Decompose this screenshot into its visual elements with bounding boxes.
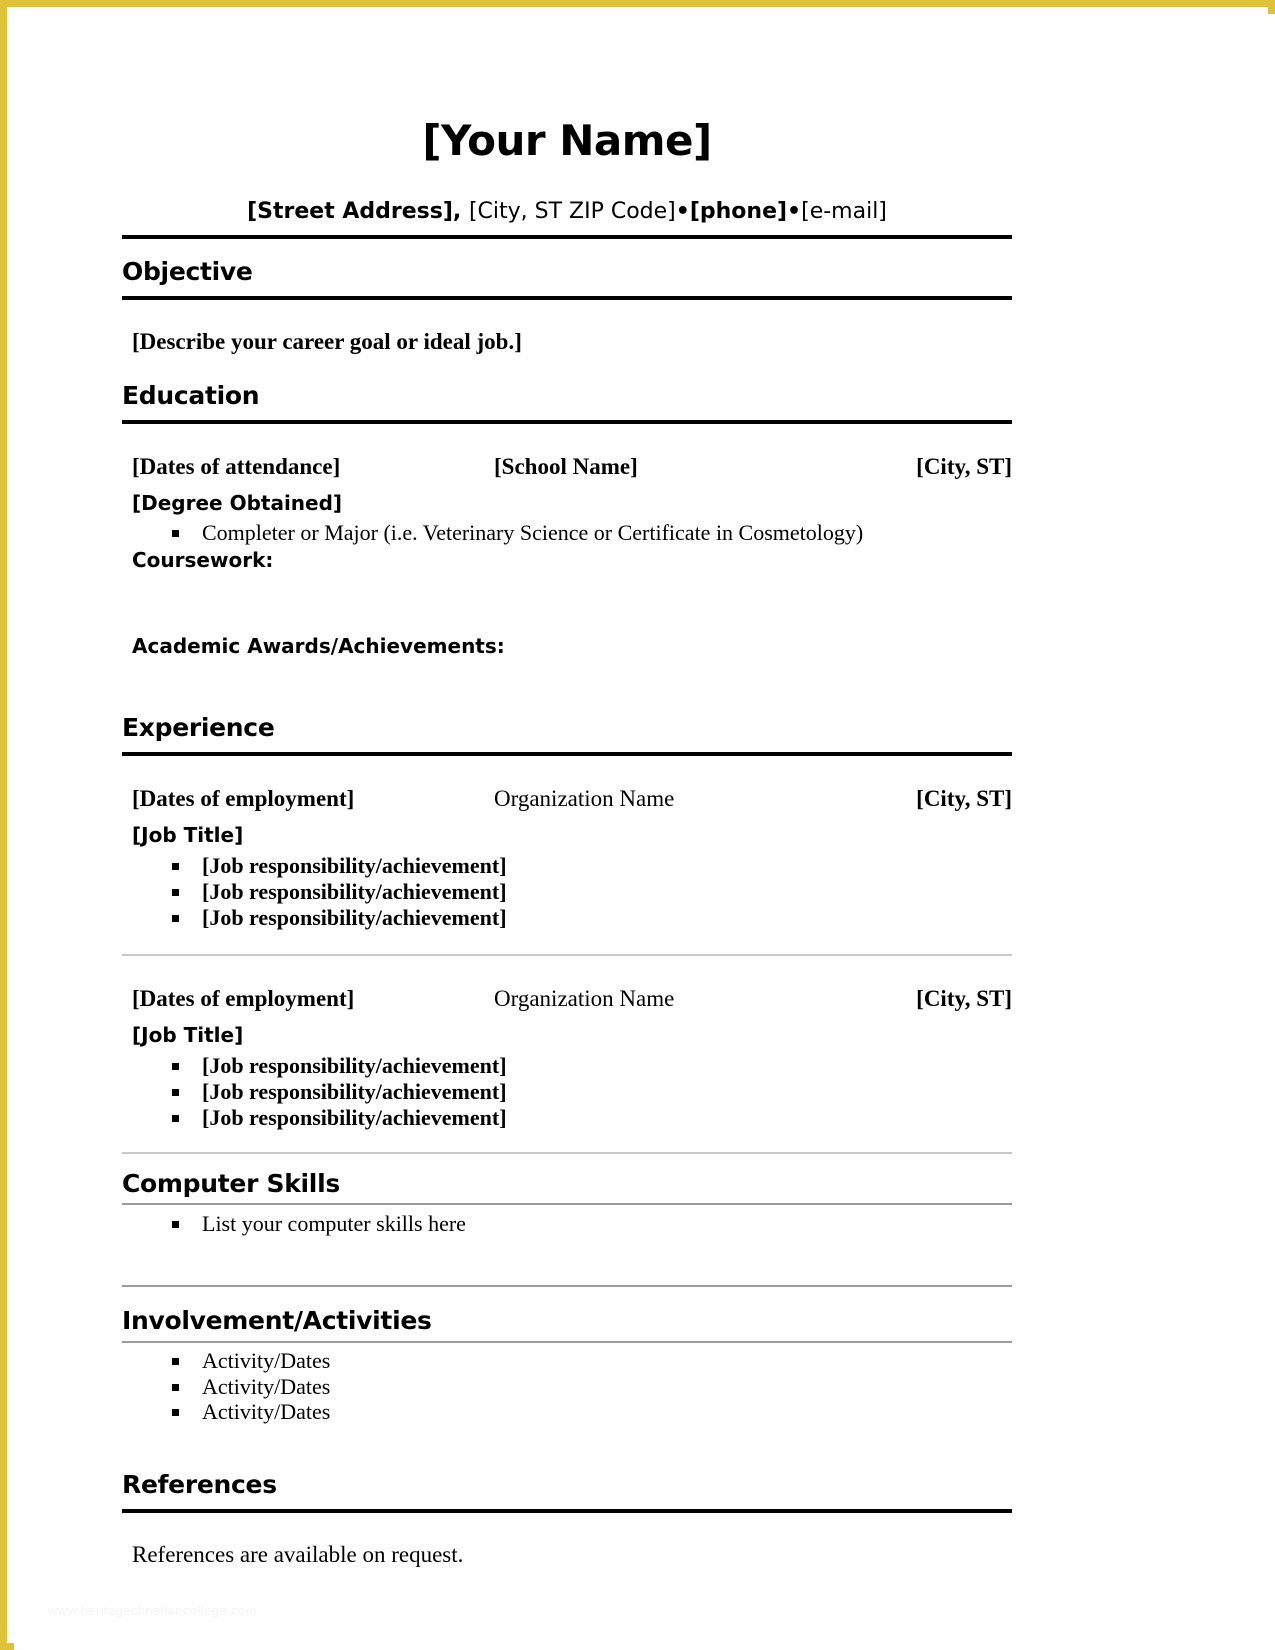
resume-content-column — [122, 14, 1012, 1570]
experience-job-title: [Job Title] — [132, 1023, 244, 1048]
resume-page — [14, 14, 1275, 1650]
contact-separator: , — [452, 199, 469, 225]
square-bullet-icon — [172, 889, 179, 896]
watermark-text: www.heritagechristiancollege.com — [48, 1603, 257, 1618]
experience-job-title: [Job Title] — [132, 823, 244, 848]
experience-bullet-text: [Job responsibility/achievement] — [202, 1053, 507, 1079]
list-item — [122, 1211, 1012, 1237]
education-degree: [Degree Obtained] — [132, 490, 343, 515]
experience-entry-row — [122, 786, 1012, 816]
section-heading-objective: Objective — [122, 257, 253, 287]
experience-bullet-list — [122, 853, 1012, 930]
involvement-bullet-text: Activity/Dates — [202, 1399, 331, 1425]
education-dates: [Dates of attendance] — [132, 453, 341, 479]
education-coursework-label: Coursework: — [132, 548, 274, 573]
objective-body: [Describe your career goal or ideal job.] — [132, 329, 522, 355]
square-bullet-icon — [172, 1409, 179, 1416]
square-bullet-icon — [172, 1089, 179, 1096]
list-item — [122, 1079, 1012, 1105]
square-bullet-icon — [172, 1115, 179, 1122]
involvement-bullet-text: Activity/Dates — [202, 1373, 331, 1399]
list-item — [122, 879, 1012, 905]
square-bullet-icon — [172, 863, 179, 870]
experience-bullet-text: [Job responsibility/achievement] — [202, 1104, 507, 1130]
computer-skills-bullet-text: List your computer skills here — [202, 1211, 466, 1237]
list-item — [122, 1399, 1012, 1425]
experience-dates: [Dates of employment] — [132, 986, 355, 1012]
experience-organization: Organization Name — [494, 986, 675, 1012]
list-item — [122, 853, 1012, 879]
education-bullet-list — [122, 520, 1012, 546]
section-heading-education: Education — [122, 380, 260, 410]
involvement-bullet-text: Activity/Dates — [202, 1347, 331, 1373]
section-heading-references: References — [122, 1470, 277, 1499]
square-bullet-icon — [172, 1063, 179, 1070]
experience-organization: Organization Name — [494, 786, 675, 812]
contact-street: [Street Address] — [247, 199, 453, 225]
section-heading-computer-skills: Computer Skills — [122, 1168, 340, 1198]
education-school: [School Name] — [494, 453, 638, 479]
list-item — [122, 1105, 1012, 1131]
education-location: [City, ST] — [916, 453, 1012, 479]
contact-bullet-2: • — [787, 199, 802, 225]
contact-phone: [phone] — [689, 199, 788, 225]
page-title: [Your Name] — [422, 116, 712, 165]
square-bullet-icon — [172, 1221, 179, 1228]
list-item — [122, 1348, 1012, 1374]
experience-location: [City, ST] — [916, 786, 1012, 812]
involvement-bullet-list — [122, 1348, 1012, 1425]
experience-bullet-text: [Job responsibility/achievement] — [202, 1079, 507, 1105]
square-bullet-icon — [172, 915, 179, 922]
contact-email: [e-mail] — [801, 199, 887, 225]
square-bullet-icon — [172, 1358, 179, 1365]
list-item — [122, 520, 1012, 546]
section-heading-involvement: Involvement/Activities — [122, 1306, 432, 1336]
list-item — [122, 1053, 1012, 1079]
experience-dates: [Dates of employment] — [132, 786, 355, 812]
list-item — [122, 1374, 1012, 1400]
square-bullet-icon — [172, 530, 179, 537]
experience-bullet-text: [Job responsibility/achievement] — [202, 853, 507, 879]
square-bullet-icon — [172, 1384, 179, 1391]
experience-bullet-text: [Job responsibility/achievement] — [202, 904, 507, 930]
list-item — [122, 905, 1012, 931]
experience-entry-row — [122, 986, 1012, 1016]
contact-line — [122, 163, 1012, 224]
education-awards-label: Academic Awards/Achievements: — [132, 634, 505, 659]
contact-bullet-1: • — [675, 199, 690, 225]
references-body: References are available on request. — [132, 1541, 464, 1567]
computer-skills-bullet-list — [122, 1211, 1012, 1237]
education-entry-row — [122, 454, 1012, 484]
section-heading-experience: Experience — [122, 713, 275, 743]
experience-bullet-list — [122, 1053, 1012, 1130]
education-bullet-text: Completer or Major (i.e. Veterinary Science or Certificate in Cosmetology) — [202, 519, 864, 545]
experience-bullet-text: [Job responsibility/achievement] — [202, 878, 507, 904]
contact-city-zip: [City, ST ZIP Code] — [468, 199, 676, 225]
experience-location: [City, ST] — [916, 986, 1012, 1012]
